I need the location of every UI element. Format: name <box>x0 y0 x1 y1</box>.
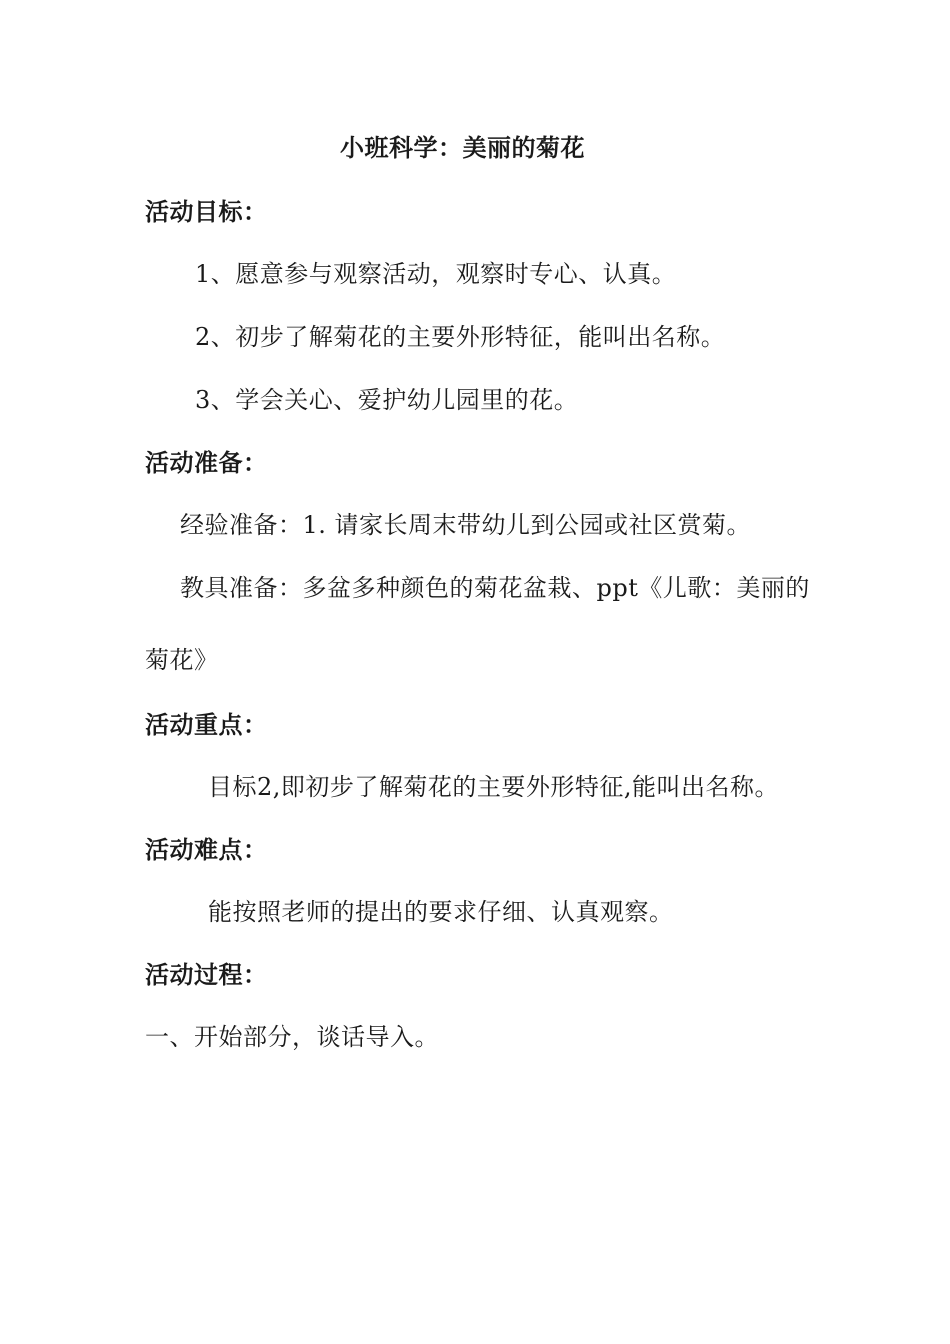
difficulty-text: 能按照老师的提出的要求仔细、认真观察。 <box>208 898 674 926</box>
prep-materials-line-2: 菊花》 <box>145 646 219 674</box>
heading-difficulty: 活动难点： <box>145 836 268 864</box>
heading-preparation: 活动准备： <box>145 449 268 477</box>
heading-process: 活动过程： <box>145 961 268 989</box>
heading-key-point: 活动重点： <box>145 711 268 739</box>
prep-experience: 经验准备：1. 请家长周末带幼儿到公园或社区赏菊。 <box>180 511 752 539</box>
heading-goals: 活动目标： <box>145 198 268 226</box>
process-step-1: 一、开始部分，谈话导入。 <box>145 1023 439 1051</box>
goal-item-2: 2、初步了解菊花的主要外形特征，能叫出名称。 <box>195 323 726 351</box>
prep-materials-line-1: 教具准备：多盆多种颜色的菊花盆栽、ppt《儿歌：美丽的 <box>180 574 810 602</box>
key-point-text: 目标2,即初步了解菊花的主要外形特征,能叫出名称。 <box>208 773 780 801</box>
goal-item-1: 1、愿意参与观察活动，观察时专心、认真。 <box>195 260 677 288</box>
page-title: 小班科学：美丽的菊花 <box>340 134 585 162</box>
goal-item-3: 3、学会关心、爱护幼儿园里的花。 <box>195 386 579 414</box>
